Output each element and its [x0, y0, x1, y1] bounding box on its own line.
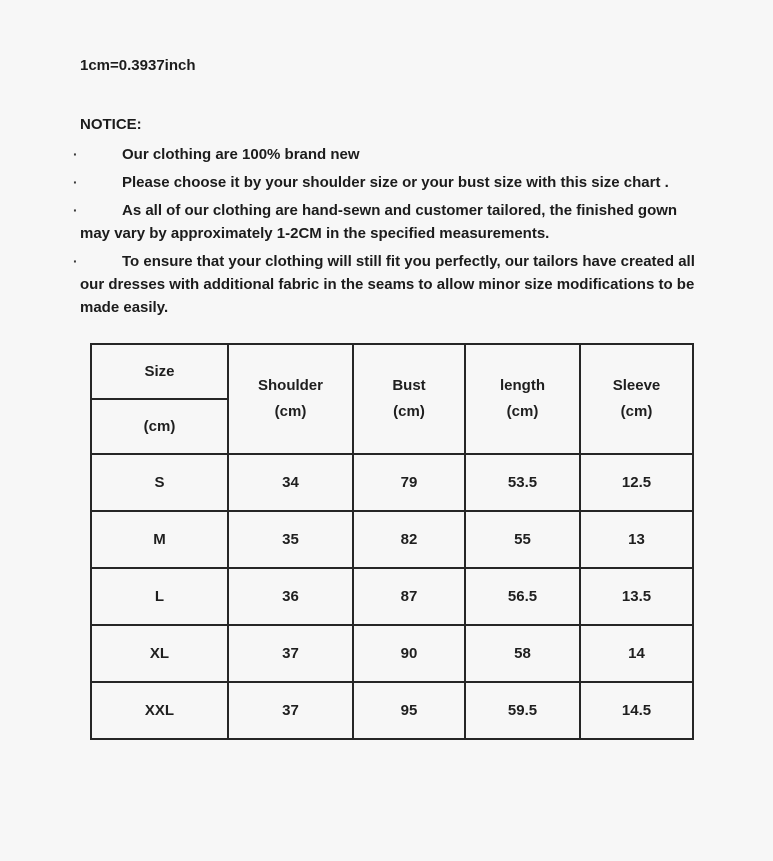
table-row [91, 682, 693, 739]
table-row [91, 625, 693, 682]
length-value-cell: 56.5 [465, 568, 580, 625]
sleeve-value-cell: 13 [580, 511, 693, 568]
size-chart-page [0, 58, 773, 861]
shoulder-value-cell: 35 [228, 511, 353, 568]
notice-heading: NOTICE: [80, 116, 142, 133]
table-row [91, 511, 693, 568]
length-header-cell [465, 344, 580, 454]
column-label: length [500, 377, 545, 394]
length-value-cell: 59.5 [465, 682, 580, 739]
size-header-cell-unit: (cm) [91, 399, 228, 454]
column-unit: (cm) [393, 403, 425, 420]
bust-value-cell: 87 [353, 568, 465, 625]
notice-item-text: Our clothing are 100% brand new [122, 146, 360, 163]
column-label: Bust [392, 377, 426, 394]
bust-header-cell [353, 344, 465, 454]
shoulder-header-cell [228, 344, 353, 454]
sleeve-header-cell [580, 344, 693, 454]
sleeve-value-cell: 14 [580, 625, 693, 682]
notice-item-text: To ensure that your clothing will still fit you perfectly, our tailors have created all our dresses with additional fabric in the seams to allow minor size modifications to be made easily. [80, 253, 695, 316]
sleeve-value-cell: 13.5 [580, 568, 693, 625]
shoulder-value-cell: 34 [228, 454, 353, 511]
notice-list [73, 143, 695, 319]
notice-item [73, 143, 695, 166]
size-cell: S [91, 454, 228, 511]
shoulder-value-cell: 37 [228, 682, 353, 739]
length-value-cell: 53.5 [465, 454, 580, 511]
bullet-marker: · [73, 146, 78, 162]
unit-conversion-note: 1cm=0.3937inch [80, 57, 196, 74]
size-cell: XXL [91, 682, 228, 739]
bust-value-cell: 90 [353, 625, 465, 682]
sleeve-value-cell: 14.5 [580, 682, 693, 739]
header-row [91, 344, 693, 399]
bullet-marker: · [73, 253, 78, 269]
bust-value-cell: 79 [353, 454, 465, 511]
notice-item [73, 199, 695, 245]
size-chart-table [90, 343, 694, 740]
column-unit: (cm) [506, 403, 539, 420]
column-unit: (cm) [620, 403, 653, 420]
bust-value-cell: 82 [353, 511, 465, 568]
length-value-cell: 58 [465, 625, 580, 682]
size-cell: XL [91, 625, 228, 682]
notice-item-text: Please choose it by your shoulder size or your bust size with this size chart . [122, 174, 669, 191]
size-header-cell-top: Size [91, 344, 228, 399]
notice-item-text: As all of our clothing are hand-sewn and customer tailored, the finished gown may vary by approximately 1-2CM in the specified measurements. [80, 202, 678, 242]
bust-value-cell: 95 [353, 682, 465, 739]
column-unit: (cm) [274, 403, 307, 420]
sleeve-value-cell: 12.5 [580, 454, 693, 511]
size-cell: L [91, 568, 228, 625]
table-row [91, 454, 693, 511]
shoulder-value-cell: 36 [228, 568, 353, 625]
notice-item [73, 171, 695, 194]
bullet-marker: · [73, 202, 78, 218]
length-value-cell: 55 [465, 511, 580, 568]
notice-item [73, 250, 695, 319]
bullet-marker: · [73, 174, 78, 190]
size-cell: M [91, 511, 228, 568]
column-label: Shoulder [257, 377, 323, 394]
shoulder-value-cell: 37 [228, 625, 353, 682]
table-row [91, 568, 693, 625]
column-label: Sleeve [612, 377, 661, 394]
